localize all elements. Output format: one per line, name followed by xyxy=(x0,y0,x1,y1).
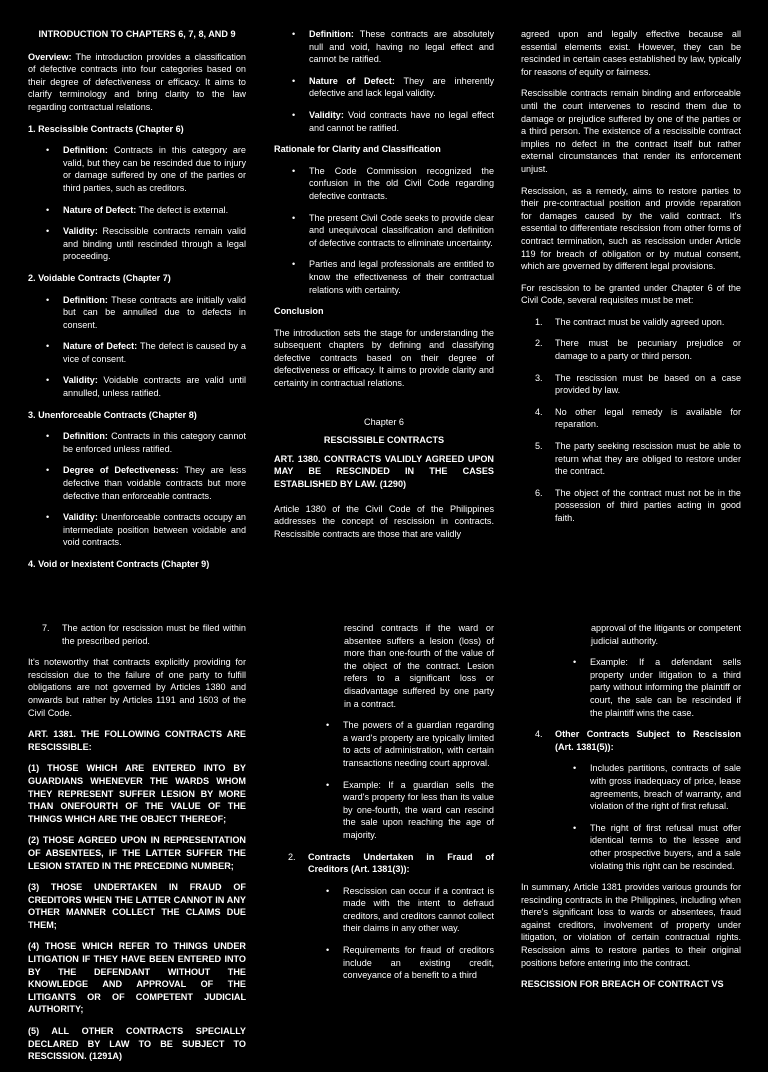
list-item xyxy=(521,440,741,478)
continued-bullet-text: rescind contracts if the ward or absentee suffers a lesion (loss) of more than one-fourth of the value of the object of the contract. Lesion refers to a significant loss or disadvantage suffered by one party in a contract. xyxy=(344,623,494,709)
conclusion-heading: Conclusion xyxy=(274,306,324,317)
grounds-list xyxy=(274,851,494,876)
section-heading-rescissible: 1. Rescissible Contracts (Chapter 6) xyxy=(28,123,184,134)
next-heading-cut: RESCISSION FOR BREACH OF CONTRACT VS xyxy=(521,979,724,990)
paragraph: agreed upon and legally effective because all essential elements exist. However, they can be rescinded in certain cases established by law, typically for reasons of equity or fairness. xyxy=(521,29,741,77)
article-1381-heading: ART. 1381. THE FOLLOWING CONTRACTS ARE RESCISSIBLE: xyxy=(28,729,246,752)
item-number: 1. xyxy=(535,316,543,327)
rationale-list xyxy=(274,165,494,296)
item-text: The object of the contract must not be in the possession of third parties acting in good faith. xyxy=(555,487,741,523)
list-item: • The Code Commission recognized the confusion in the old Civil Code regarding defective contracts. xyxy=(274,165,494,203)
list-item xyxy=(28,374,246,399)
section-heading-void: 4. Void or Inexistent Contracts (Chapter 9) xyxy=(28,559,210,569)
litigation-list xyxy=(521,656,741,719)
list-item xyxy=(274,109,494,134)
requisites-list xyxy=(521,316,741,525)
chapter-title: RESCISSIBLE CONTRACTS xyxy=(323,435,445,446)
item-text: Contracts Undertaken in Fraud of Creditors (Art. 1381(3)): xyxy=(308,851,494,875)
paragraph: Rescission, as a remedy, aims to restore parties to their pre-contractual position and provide reparation for damages caused by the valid contract. It's essential to differentiate rescission from other forms of contract termination, such as rescission under Article 119 for breach of obligation or by mutual consent, which are governed by different legal provisions. xyxy=(521,185,741,272)
conclusion-paragraph: The introduction sets the stage for understanding the subsequent chapters by defining and classifying defective contracts based on their degree of defectiveness or efficacy. It aims to provide clarity and certainty in contractual relations. xyxy=(274,327,494,389)
guardian-list xyxy=(274,719,494,841)
list-item xyxy=(521,337,741,362)
item-text: They are less defective than voidable contracts but more defective than enforceable contracts. xyxy=(63,465,246,501)
item-text: They are inherently defective and lack legal validity. xyxy=(309,75,494,99)
list-item: • The right of first refusal must offer identical terms to the lessee and other prospective buyers, and a sale violating this right can be rescinded. xyxy=(555,822,741,872)
list-item xyxy=(28,144,246,194)
list-item xyxy=(521,487,741,525)
item-number: 2. xyxy=(288,851,296,862)
list-item xyxy=(274,851,494,876)
item-label: Definition: xyxy=(63,431,108,442)
item-text: Contracts in this category cannot be enforced unless ratified. xyxy=(63,431,246,454)
item-label: Nature of Defect: xyxy=(63,204,137,215)
list-item: • Example: If a defendant sells property under litigation to a third party without informing the plaintiff or court, the sale can be rescinded if the plaintiff wins the case. xyxy=(555,656,741,719)
item-label: Degree of Defectiveness: xyxy=(63,465,179,476)
article-1381-item: (1) THOSE WHICH ARE ENTERED INTO BY GUARDIANS WHENEVER THE WARDS WHOM THEY REPRESENT SUFFER LESION BY MORE THAN ONEFOURTH OF THE VALUE OF THE THINGS WHICH ARE THE OBJECT THEREOF; xyxy=(28,763,246,824)
overview-paragraph xyxy=(28,51,246,114)
item-text: The defect is external. xyxy=(136,204,229,215)
paragraph: For rescission to be granted under Chapter 6 of the Civil Code, several requisites must be met: xyxy=(521,282,741,306)
list-item: • The present Civil Code seeks to provide clear and unequivocal classification and definition of defective contracts to eliminate uncertainty. xyxy=(274,212,494,250)
list-item xyxy=(521,728,741,753)
item-number: 5. xyxy=(535,441,543,452)
list-item xyxy=(28,225,246,263)
page2-column-2 xyxy=(274,622,494,991)
list-item xyxy=(521,406,741,431)
item-text: The rescission must be based on a case provided by law. xyxy=(555,372,741,396)
item-label: Nature of Defect: xyxy=(309,75,395,86)
item-text: Voidable contracts are valid until annulled, unless ratified. xyxy=(63,375,246,399)
item-text: Rescissible contracts remain valid and binding until rescinded through a legal proceeding. xyxy=(63,226,246,262)
item-number: 2. xyxy=(535,338,543,349)
unenforceable-list xyxy=(28,430,246,549)
rescissible-list xyxy=(28,144,246,263)
requisites-list-continued xyxy=(28,622,246,647)
paragraph: Rescissible contracts remain binding and enforceable until the court intervenes to rescind them due to damage or prejudice suffered by one of the parties or a third person. The existence of a rescissible contract implies no defect in the contract itself but rather external circumstances that render its enforcement unjust. xyxy=(521,88,741,174)
item-text: Unenforceable contracts occupy an intermediate position between voidable and void contracts. xyxy=(63,512,246,548)
item-text: Void contracts have no legal effect and cannot be ratified. xyxy=(309,109,494,133)
item-label: Validity: xyxy=(63,375,98,386)
list-item xyxy=(274,28,494,66)
grounds-list xyxy=(521,728,741,753)
list-item xyxy=(28,511,246,549)
list-item xyxy=(521,316,741,329)
item-label: Validity: xyxy=(309,109,344,120)
list-item xyxy=(28,622,246,647)
item-number: 4. xyxy=(535,729,543,740)
item-text: Contracts in this category are valid, but they can be rescinded due to injury or damage suffered by one of the parties or third parties, such as creditors. xyxy=(63,145,246,193)
list-item: • Rescission can occur if a contract is made with the intent to defraud creditors, and creditors cannot collect their claims in any other way. xyxy=(308,885,494,935)
item-label: Definition: xyxy=(63,294,108,305)
list-item xyxy=(28,464,246,502)
list-item: • Requirements for fraud of creditors include an existing credit, conveyance of a benefit to a third xyxy=(308,944,494,982)
item-text: The contract must be validly agreed upon. xyxy=(555,316,725,327)
article-1381-item: (4) THOSE WHICH REFER TO THINGS UNDER LITIGATION IF THEY HAVE BEEN ENTERED INTO BY THE DEFENDANT WITHOUT THE KNOWLEDGE AND APPROVAL OF THE LITIGANTS OR OF COMPETENT JUDICIAL AUTHORITY; xyxy=(28,941,246,1015)
item-number: 4. xyxy=(535,406,543,417)
other-contracts-list xyxy=(521,762,741,872)
continued-bullet-text: approval of the litigants or competent judicial authority. xyxy=(591,623,741,646)
item-label: Validity: xyxy=(63,512,98,523)
item-text: There must be pecuniary prejudice or damage to a party or third person. xyxy=(555,338,741,362)
paragraph: It's noteworthy that contracts explicitly providing for rescission due to the failure of one party to fulfill obligations are not governed by Articles 1380 and onwards but rather by Articles 1191 and 1603 of the Civil Code. xyxy=(28,657,246,718)
page2-column-3 xyxy=(521,622,741,1000)
item-number: 6. xyxy=(535,487,543,498)
page1-column-2 xyxy=(274,28,494,549)
article-1381-item: (3) THOSE UNDERTAKEN IN FRAUD OF CREDITORS WHEN THE LATTER CANNOT IN ANY OTHER MANNER COLLECT THE CLAIMS DUE THEM; xyxy=(28,882,246,930)
overview-label: Overview: xyxy=(28,51,72,62)
article-1380-paragraph: Article 1380 of the Civil Code of the Philippines addresses the concept of rescission in contracts. Rescissible contracts are those that are validly xyxy=(274,503,494,539)
summary-paragraph: In summary, Article 1381 provides various grounds for rescinding contracts in the Philippines, including when there's significant loss to wards or absentees, fraud against creditors, involvement of property under litigation, or violation of certain contractual rights. Rescission aims to restore parties to their original positions before entering into the contract. xyxy=(521,882,741,968)
overview-text: The introduction provides a classification of defective contracts into four categories based on their degree of defectiveness or efficacy. It aims to clarify terminology and bring clarity to the law regarding contractual relations. xyxy=(28,51,246,112)
list-item: • Parties and legal professionals are entitled to know the effectiveness of their contractual relations with certainty. xyxy=(274,258,494,296)
section-heading-voidable: 2. Voidable Contracts (Chapter 7) xyxy=(28,272,171,283)
item-text: These contracts are initially valid but can be annulled due to defects in consent. xyxy=(63,294,246,330)
article-1380-heading: ART. 1380. CONTRACTS VALIDLY AGREED UPON MAY BE RESCINDED IN THE CASES ESTABLISHED BY LAW. (1290) xyxy=(274,453,494,490)
list-item xyxy=(28,294,246,332)
item-text: No other legal remedy is available for reparation. xyxy=(555,406,741,430)
list-item xyxy=(521,372,741,397)
item-text: These contracts are absolutely null and void, having no legal effect and cannot be ratified. xyxy=(309,29,494,65)
item-label: Validity: xyxy=(63,226,98,237)
item-label: Definition: xyxy=(309,29,354,39)
fraud-list xyxy=(274,885,494,982)
list-item xyxy=(28,204,246,217)
list-item xyxy=(28,430,246,455)
rationale-heading: Rationale for Clarity and Classification xyxy=(274,144,441,155)
item-text: The action for rescission must be filed within the prescribed period. xyxy=(62,623,246,646)
page1-column-3 xyxy=(521,28,741,534)
page1-column-1 xyxy=(28,28,246,580)
voidable-list xyxy=(28,294,246,400)
article-1381-item: (5) ALL OTHER CONTRACTS SPECIALLY DECLARED BY LAW TO BE SUBJECT TO RESCISSION. (1291A) xyxy=(28,1026,246,1062)
article-1381-item: (2) THOSE AGREED UPON IN REPRESENTATION OF ABSENTEES, IF THE LATTER SUFFER THE LESION STATED IN THE PRECEDING NUMBER; xyxy=(28,835,246,871)
item-text: The party seeking rescission must be able to return what they are obliged to restore under the contract. xyxy=(555,441,741,477)
list-item: • Example: If a guardian sells the ward's property for less than its value by one-fourth, the ward can rescind the sale upon reaching the age of majority. xyxy=(308,779,494,842)
page2-column-1 xyxy=(28,622,246,1072)
list-item: • The powers of a guardian regarding a ward's property are typically limited to acts of administration, with certain transactions needing court approval. xyxy=(308,719,494,769)
section-heading-unenforceable: 3. Unenforceable Contracts (Chapter 8) xyxy=(28,409,197,420)
item-number: 3. xyxy=(535,372,543,383)
item-label: Definition: xyxy=(63,145,108,156)
chapter-label: Chapter 6 xyxy=(364,416,404,427)
list-item xyxy=(274,75,494,100)
void-list xyxy=(274,28,494,134)
item-number: 7. xyxy=(42,623,50,633)
document-title: INTRODUCTION TO CHAPTERS 6, 7, 8, AND 9 xyxy=(38,29,236,39)
list-item xyxy=(28,340,246,365)
item-label: Nature of Defect: xyxy=(63,341,138,352)
list-item: • Includes partitions, contracts of sale with gross inadequacy of price, lease agreements, breach of warranty, and violation of the right of first refusal. xyxy=(555,762,741,812)
item-text: Other Contracts Subject to Rescission (Art. 1381(5)): xyxy=(555,729,741,752)
page-2 xyxy=(0,600,768,1062)
item-text: The defect is caused by a vice of consent. xyxy=(63,341,246,364)
